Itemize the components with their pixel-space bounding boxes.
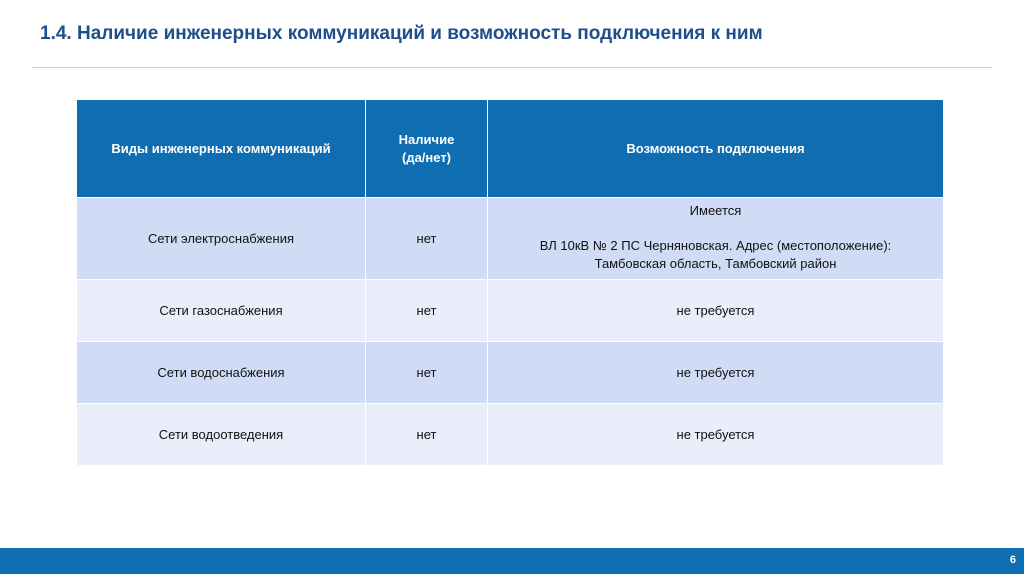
cell-availability: нет (366, 342, 488, 404)
header-connection-possibility: Возможность подключения (488, 100, 944, 198)
footer-bar (0, 548, 1024, 574)
cell-communication-type: Сети электроснабжения (77, 198, 366, 280)
connection-address: Тамбовская область, Тамбовский район (594, 256, 837, 271)
communications-table (76, 99, 944, 466)
cell-communication-type: Сети водоснабжения (77, 342, 366, 404)
connection-status: Имеется (689, 203, 742, 218)
table-row (77, 404, 944, 466)
cell-availability: нет (366, 280, 488, 342)
cell-connection-possibility: не требуется (488, 280, 944, 342)
header-availability-line2: (да/нет) (401, 149, 452, 165)
table-header-row (77, 100, 944, 198)
page-number: 6 (1009, 554, 1016, 566)
connection-line-name: ВЛ 10кВ № 2 ПС Черняновская. Адрес (местоположение): (539, 238, 892, 253)
header-availability (366, 100, 488, 198)
cell-availability: нет (366, 198, 488, 280)
title-divider (32, 67, 992, 68)
cell-communication-type: Сети газоснабжения (77, 280, 366, 342)
table-row (77, 280, 944, 342)
slide-title: 1.4. Наличие инженерных коммуникаций и возможность подключения к ним (40, 23, 763, 44)
header-availability-line1: Наличие (398, 131, 455, 147)
table-row (77, 198, 944, 280)
cell-connection-possibility: не требуется (488, 404, 944, 466)
table-row (77, 342, 944, 404)
cell-connection-possibility: не требуется (488, 342, 944, 404)
header-communication-type: Виды инженерных коммуникаций (77, 100, 366, 198)
cell-communication-type: Сети водоотведения (77, 404, 366, 466)
cell-availability: нет (366, 404, 488, 466)
cell-connection-possibility (488, 198, 944, 280)
